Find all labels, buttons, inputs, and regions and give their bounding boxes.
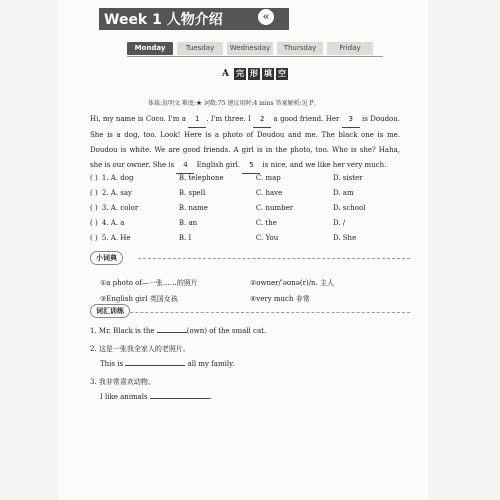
vocab-list — [100, 275, 400, 307]
exercise-text: (own) of the small cat. — [186, 327, 267, 335]
vocab-divider — [90, 312, 410, 314]
answer-line[interactable] — [125, 365, 185, 366]
option-b[interactable]: B. telephone — [178, 173, 224, 182]
option-d[interactable]: D. / — [332, 218, 346, 227]
dictionary-label: 小词典 — [90, 251, 123, 265]
blank-3[interactable]: 3 — [342, 112, 360, 128]
tabs-divider — [127, 56, 383, 57]
section-title — [222, 68, 288, 80]
reading-meta: 体裁:说明文 难度:★ 词数:75 建议用时:4 mins 答案解析:见 P。 — [148, 100, 320, 107]
option-row — [90, 185, 410, 200]
blank-2[interactable]: 2 — [253, 112, 271, 128]
vocab-item: ④very much 非常 — [250, 295, 310, 303]
option-a[interactable]: 3. A. color — [101, 203, 139, 212]
section-char-1: 完 — [235, 69, 244, 78]
option-b[interactable]: B. name — [178, 203, 208, 212]
option-d[interactable]: D. She — [332, 233, 357, 242]
tab-monday[interactable]: Monday — [127, 42, 173, 55]
section-char-2: 形 — [249, 69, 258, 78]
vocab-item: ②owner/ˈəʊnə(r)/n. 主人 — [250, 279, 335, 287]
option-c[interactable]: C. You — [255, 233, 279, 242]
option-a[interactable]: 2. A. say — [101, 188, 132, 197]
exercise-3-prompt: 3. 我非常喜欢动物。 — [90, 378, 155, 386]
passage-text: English girl. — [194, 161, 243, 169]
option-a[interactable]: 1. A. dog — [101, 173, 134, 182]
options-list — [90, 170, 410, 245]
vocab-item: ①a photo of—一张……的照片 — [100, 279, 198, 287]
answer-paren[interactable]: ( ) — [90, 188, 98, 197]
option-a[interactable]: 5. A. He — [101, 233, 131, 242]
vocab-row — [100, 291, 400, 307]
training-label: 词汇训练 — [90, 304, 130, 318]
exercise-text: 1. Mr. Black is the — [90, 327, 157, 335]
passage-text: . I'm three. I — [206, 115, 254, 123]
option-b[interactable]: B. an — [178, 218, 198, 227]
option-b[interactable]: B. I — [178, 233, 192, 242]
option-row — [90, 170, 410, 185]
passage-text: is nice, and we like her very much. — [260, 161, 387, 169]
tab-friday[interactable]: Friday — [327, 42, 373, 55]
exercise-3 — [100, 393, 212, 401]
passage-text: a good friend. Her — [271, 115, 342, 123]
option-c[interactable]: C. number — [255, 203, 294, 212]
tab-thursday[interactable]: Thursday — [277, 42, 323, 55]
blank-1[interactable]: 1 — [188, 112, 206, 128]
cloze-passage — [90, 112, 400, 174]
answer-paren[interactable]: ( ) — [90, 233, 98, 242]
double-chevron-icon: « — [258, 9, 274, 25]
option-d[interactable]: D. sister — [332, 173, 363, 182]
exercise-text: I like animals — [100, 393, 150, 401]
week-title: Week 1 人物介绍 — [104, 12, 223, 28]
exercise-text: all my family. — [185, 360, 235, 368]
option-row — [90, 230, 410, 245]
option-c[interactable]: C. have — [255, 188, 283, 197]
option-c[interactable]: C. the — [255, 218, 277, 227]
answer-paren[interactable]: ( ) — [90, 218, 98, 227]
passage-text: is Doudou. She is a dog, too. Look! Here is a photo of Doudou and me. The black one is me. Doudou is white. We are good friends. A girl is in the photo, too. Who is she? Haha, she is our owner. She is — [90, 115, 400, 169]
blank-5[interactable]: 5 — [242, 158, 260, 174]
section-char-4: 空 — [277, 69, 286, 78]
exercise-text: This is — [100, 360, 126, 368]
answer-line[interactable] — [150, 398, 210, 399]
blank-4[interactable]: 4 — [176, 158, 194, 174]
option-b[interactable]: B. spell — [178, 188, 206, 197]
section-char-3: 填 — [263, 69, 272, 78]
day-tabs — [127, 42, 373, 55]
dictionary-divider — [138, 258, 410, 260]
option-row — [90, 215, 410, 230]
passage-text: Hi, my name is Coco. I'm a — [90, 115, 189, 123]
section-letter: A — [222, 69, 229, 79]
answer-paren[interactable]: ( ) — [90, 203, 98, 212]
exercise-2 — [100, 360, 234, 368]
tab-wednesday[interactable]: Wednesday — [227, 42, 273, 55]
tab-tuesday[interactable]: Tuesday — [177, 42, 223, 55]
exercise-1 — [90, 327, 266, 335]
option-row — [90, 200, 410, 215]
vocab-item: ③English girl 英国女孩 — [100, 295, 178, 303]
option-d[interactable]: D. school — [332, 203, 366, 212]
exercise-text: . — [209, 393, 213, 401]
answer-paren[interactable]: ( ) — [90, 173, 98, 182]
option-a[interactable]: 4. A. a — [101, 218, 125, 227]
answer-line[interactable] — [157, 332, 187, 333]
option-c[interactable]: C. map — [255, 173, 281, 182]
vocab-row — [100, 275, 400, 291]
exercise-2-prompt: 2. 这是一张我全家人的老照片。 — [90, 345, 190, 353]
option-d[interactable]: D. am — [332, 188, 354, 197]
